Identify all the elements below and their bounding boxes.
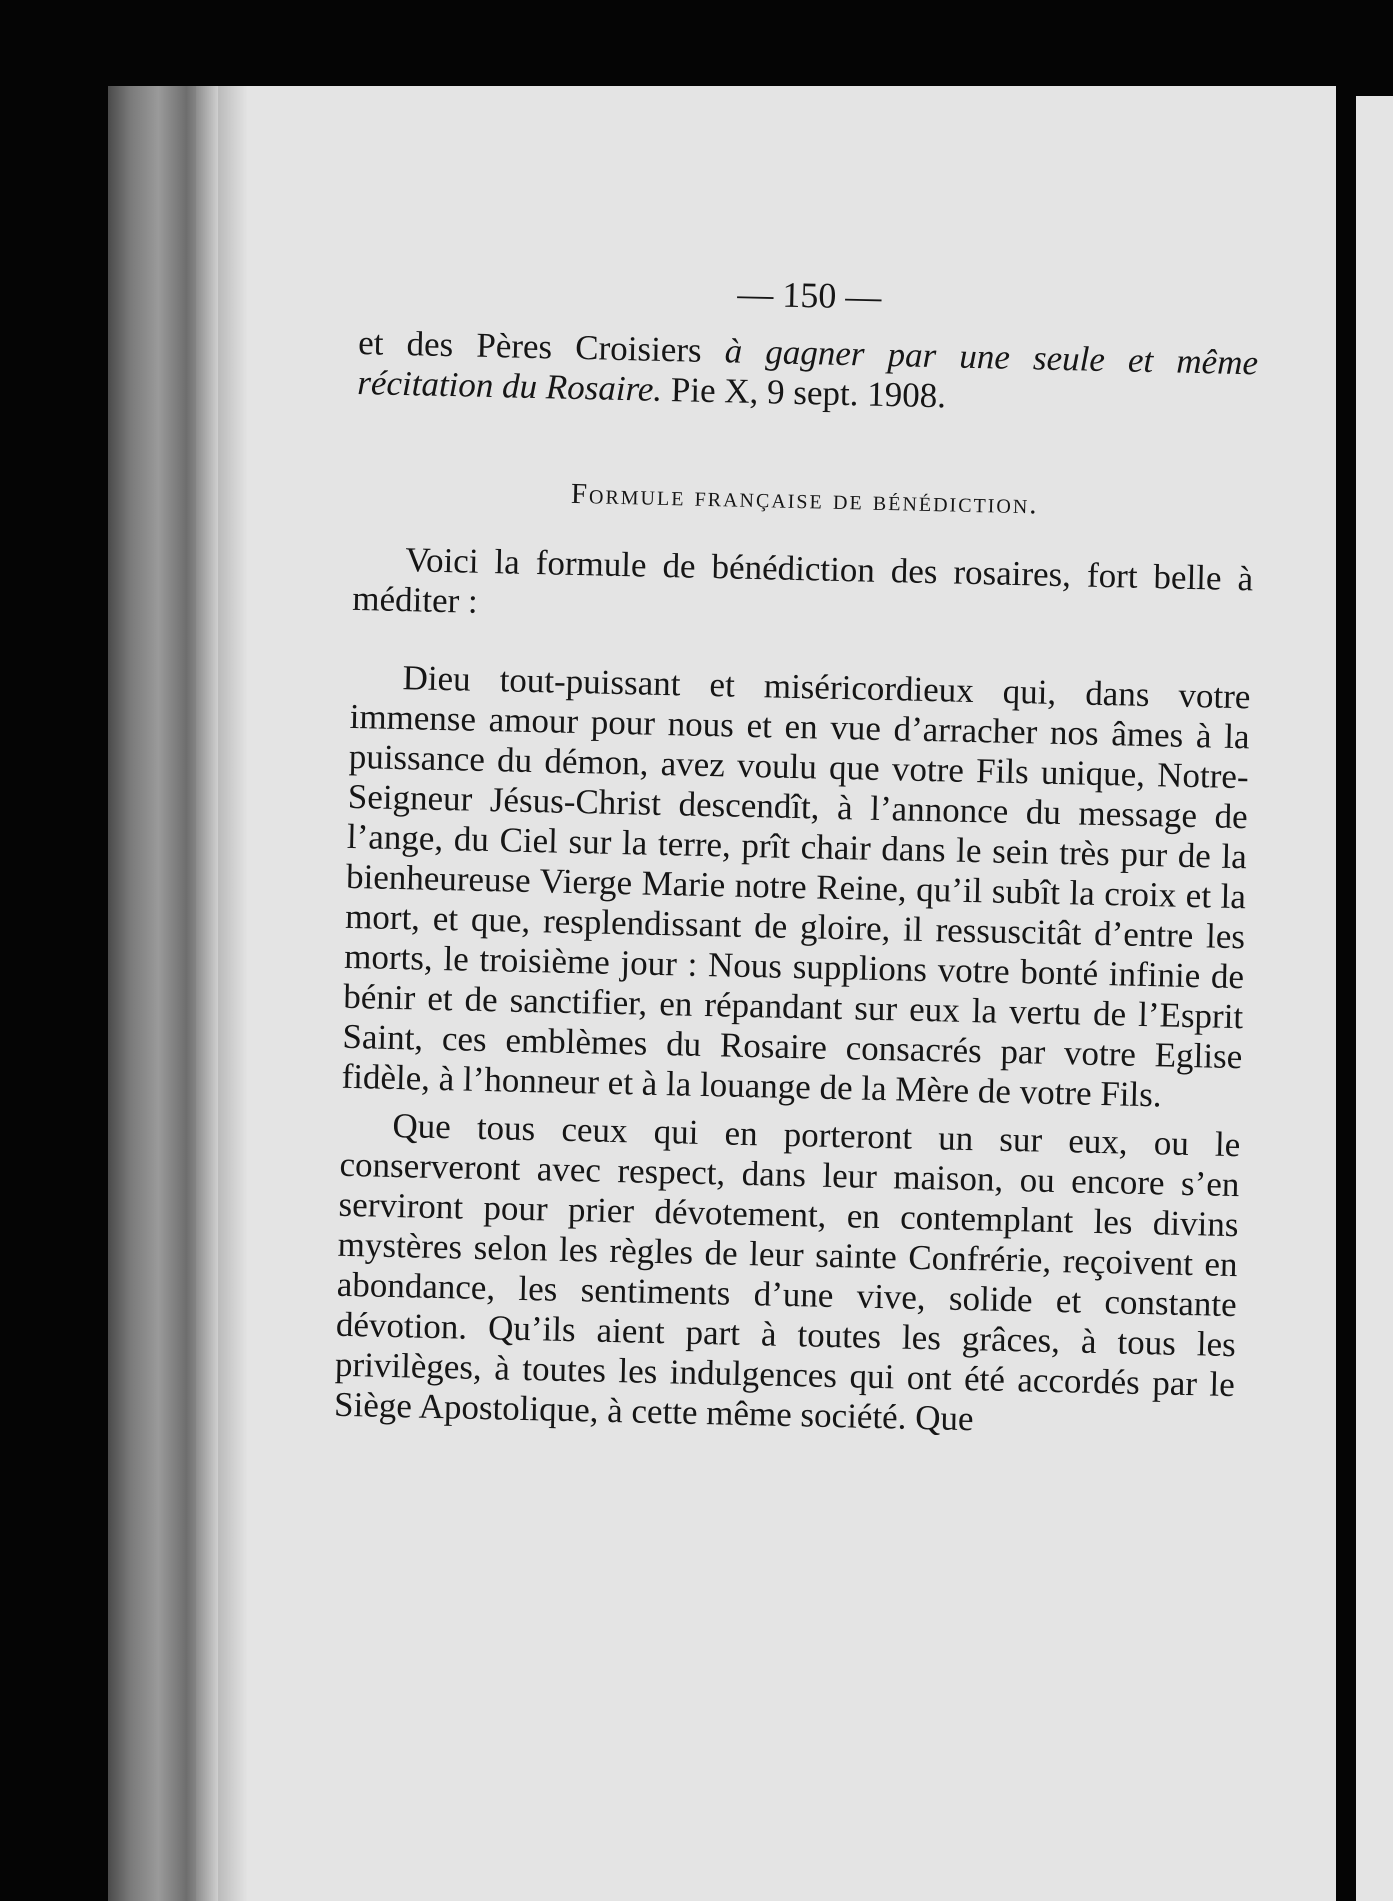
blessing-paragraph-1: Dieu tout-puissant et miséricordieux qui, dans votre immense amour pour nous et en vue d’arracher nos âmes à la puissance du démon, avez voulu que votre Fils unique, Notre-Seigneur Jésus-Christ descendît, à l’annonce du message de l’ange, du Ciel sur la terre, prît chair dans le sein très pur de la bienheureuse Vierge Marie notre Reine, qu’il subît la croix et la mort, et que, resplendissant de gloire, il ressuscitât d’entre les morts, le troisième jour : Nous supplions votre bonté infinie de bénir et de sanctifier, en répandant sur eux la vertu de l’Esprit Saint, ces emblèmes du Rosaire consacrés par votre Eglise fidèle, à l’honneur et à la louange de la Mère de votre Fils. bbox=[341, 658, 1251, 1115]
continuation-paragraph bbox=[357, 323, 1259, 423]
page-stack-edge bbox=[196, 86, 218, 1901]
continuation-lead: et des Pères Croisiers bbox=[357, 322, 726, 371]
blessing-paragraph-2: Que tous ceux qui en porteront un sur eux, ou le conserveront avec respect, dans leur maison, ou encore s’en serviront pour prier dévotement, en contemplant les divins mystères selon les règles de leur sainte Confrérie, reçoivent en abondance, les sentiments d’une vive, solide et constante dévotion. Qu’ils aient part à toutes les grâces, à tous les privilèges, à toutes les indulgences qui ont été accordés par le Siège Apostolique, à cette même société. Que bbox=[333, 1105, 1241, 1439]
section-heading: Formule française de bénédiction. bbox=[570, 477, 1039, 521]
intro-paragraph: Voici la formule de bénédiction des rosaires, fort belle à méditer : bbox=[351, 540, 1254, 621]
continuation-citation: Pie X, 9 sept. 1908. bbox=[661, 369, 947, 416]
page-number: — 150 — bbox=[736, 273, 882, 317]
page-gutter bbox=[1336, 86, 1356, 1901]
page-shadow bbox=[218, 86, 248, 1901]
adjacent-page-edge bbox=[1356, 96, 1393, 1901]
continuation-italic: à gagner par une seule et même récitation du Rosaire. bbox=[356, 331, 1259, 409]
page-text-block bbox=[334, 265, 1260, 1445]
